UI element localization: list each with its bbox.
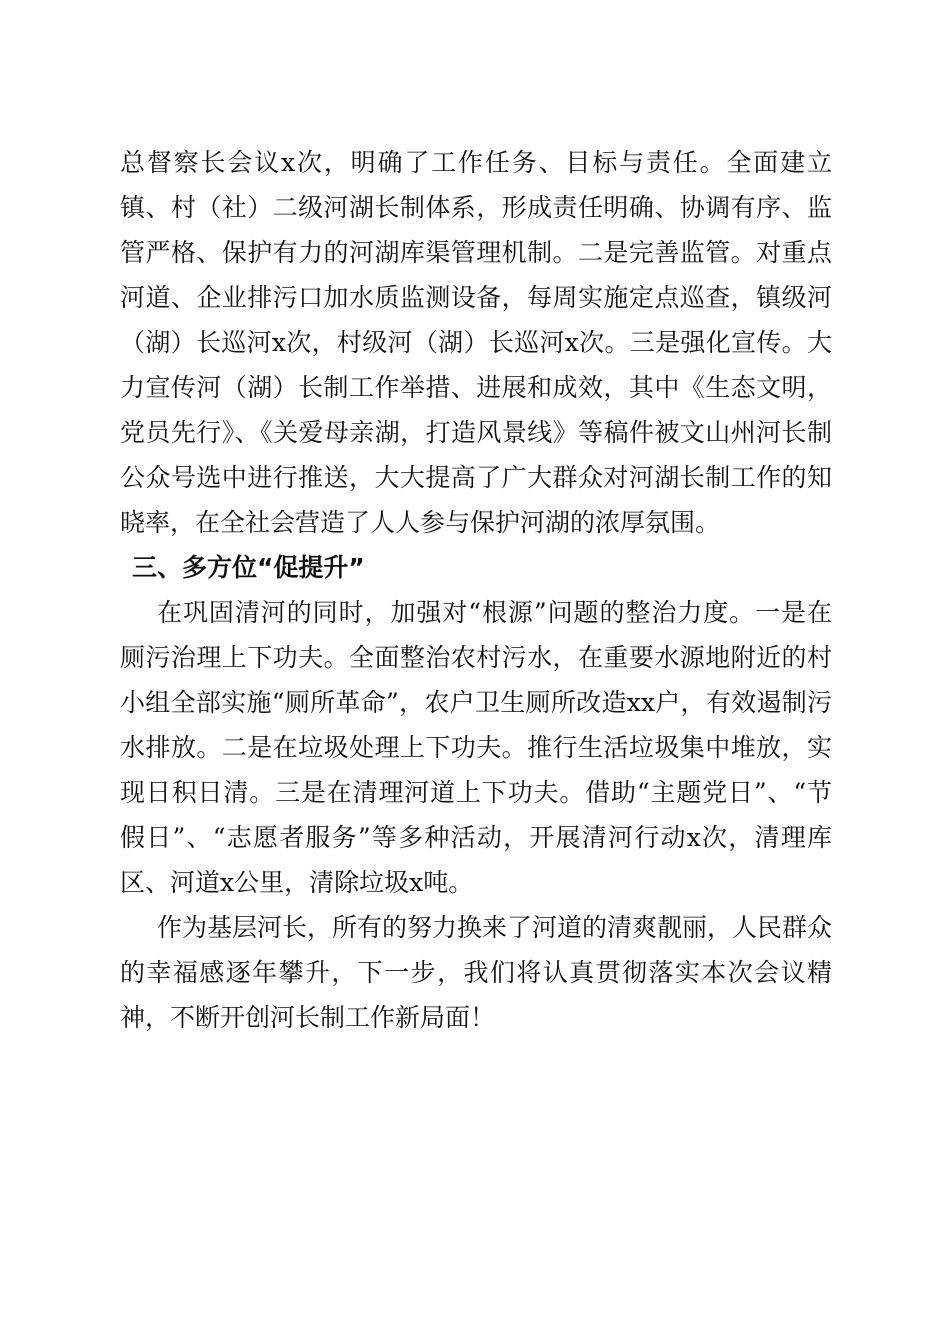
body-paragraph-3: 作为基层河长，所有的努力换来了河道的清爽靓丽，人民群众的幸福感逐年攀升，下一步，我们将认真贯彻落实本次会议精神，不断开创河长制工作新局面！ [120, 913, 833, 1032]
section-heading-3: 三、多方位“促提升” [132, 553, 365, 582]
body-paragraph-2: 在巩固清河的同时，加强对“根源”问题的整治力度。一是在厕污治理上下功夫。全面整治农村污水，在重要水源地附近的村小组全部实施“厕所革命”，农户卫生厕所改造xx户，有效遏制污水排放。二是在垃圾处理上下功夫。推行生活垃圾集中堆放，实现日积日清。三是在清理河道上下功夫。借助“主题党日”、“节假日”、“志愿者服务”等多种活动，开展清河行动x次，清理库区、河道x公里，清除垃圾x吨。 [120, 598, 832, 897]
document-page [120, 140, 832, 1040]
body-paragraph-1: 总督察长会议x次，明确了工作任务、目标与责任。全面建立镇、村（社）二级河湖长制体系，形成责任明确、协调有序、监管严格、保护有力的河湖库渠管理机制。二是完善监管。对重点河道、企业排污口加水质监测设备，每周实施定点巡查，镇级河（湖）长巡河x次，村级河（湖）长巡河x次。三是强化宣传。大力宣传河（湖）长制工作举措、进展和成效，其中《生态文明，党员先行》、《关爱母亲湖，打造风景线》等稿件被文山州河长制公众号选中进行推送，大大提高了广大群众对河湖长制工作的知晓率，在全社会营造了人人参与保护河湖的浓厚氛围。 [120, 148, 832, 537]
